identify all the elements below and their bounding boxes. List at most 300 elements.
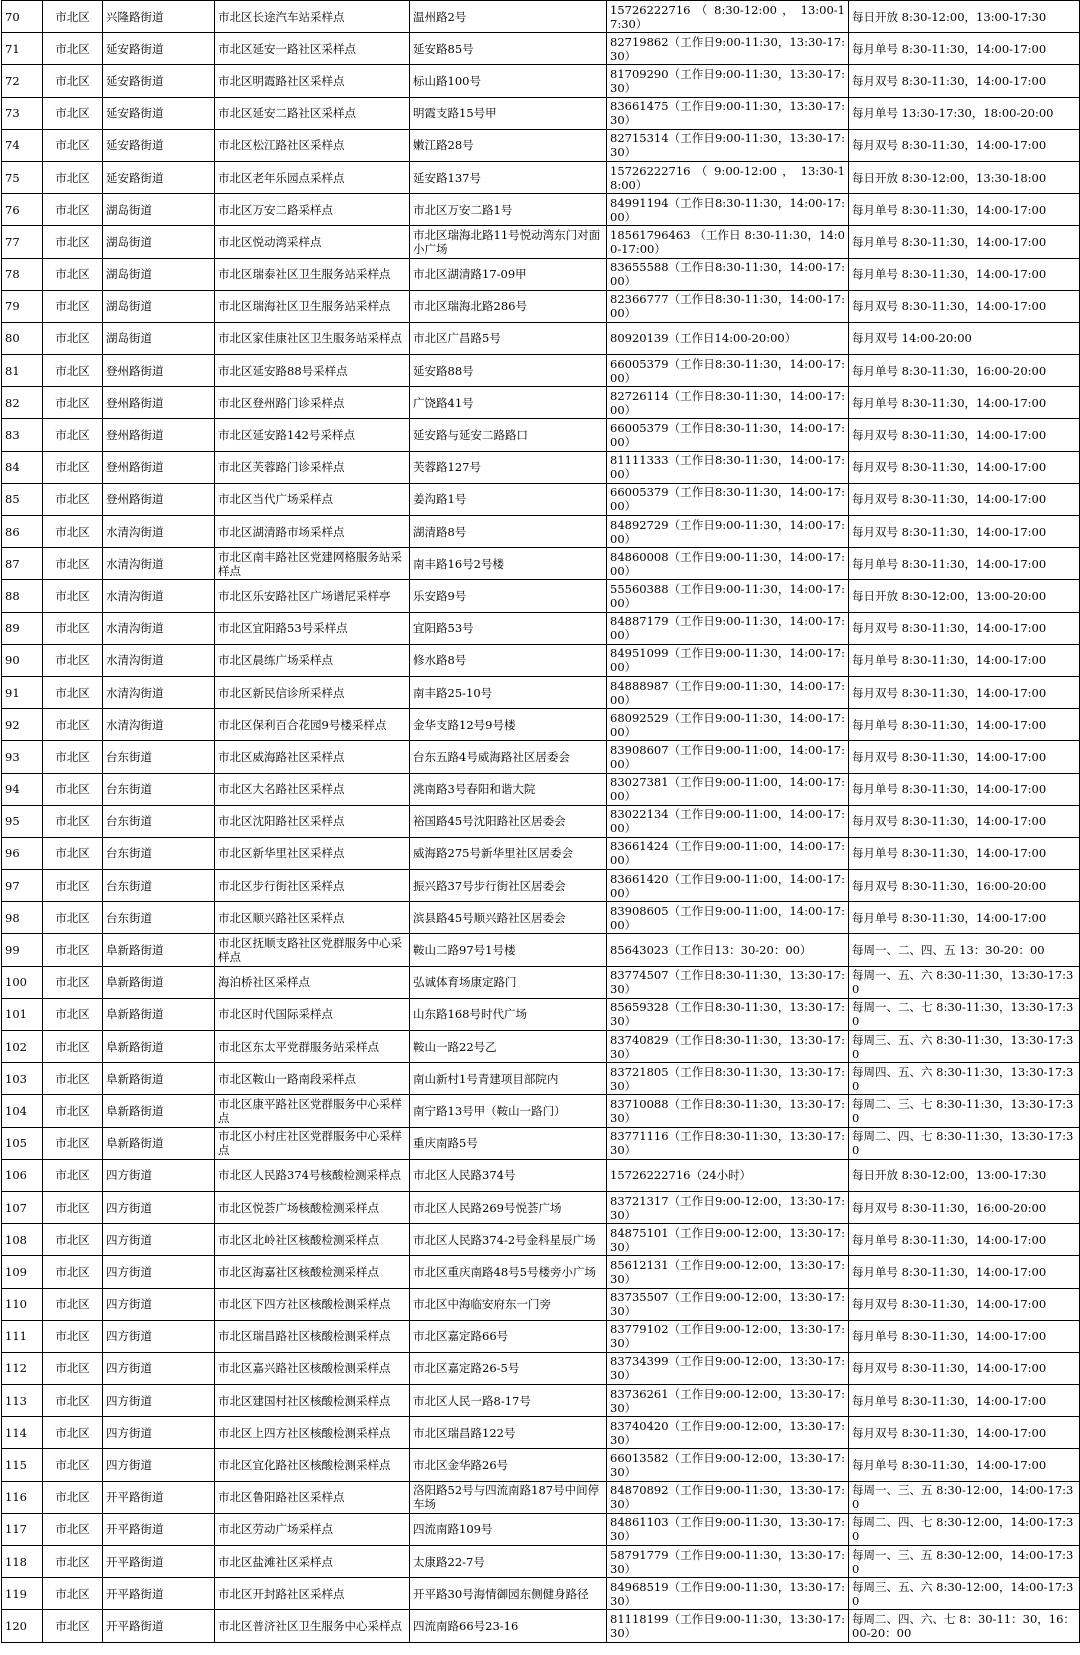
district-cell: 市北区 <box>43 870 103 902</box>
open-schedule-cell: 每周二、三、七 8:30-11:30，13:30-17:30 <box>849 1095 1080 1127</box>
district-cell: 市北区 <box>43 805 103 837</box>
site-name-cell: 市北区上四方社区核酸检测采样点 <box>215 1417 410 1449</box>
district-cell: 市北区 <box>43 33 103 65</box>
subdistrict-cell: 延安路街道 <box>103 97 215 129</box>
row-number-cell: 104 <box>2 1095 43 1127</box>
subdistrict-cell: 水清沟街道 <box>103 612 215 644</box>
subdistrict-cell: 阜新路街道 <box>103 1127 215 1159</box>
open-schedule-cell: 每月单号 8:30-11:30，14:00-17:00 <box>849 773 1080 805</box>
address-cell: 市北区人民路374号 <box>410 1159 607 1191</box>
site-name-cell: 市北区延安路142号采样点 <box>215 419 410 451</box>
address-cell: 四流南路66号23-16 <box>410 1610 607 1642</box>
phone-hours-cell: 66013582（工作日9:00-12:00，13:30-17:30） <box>607 1449 849 1481</box>
row-number-cell: 116 <box>2 1481 43 1513</box>
address-cell: 温州路2号 <box>410 1 607 33</box>
district-cell: 市北区 <box>43 483 103 515</box>
address-cell: 四流南路109号 <box>410 1513 607 1545</box>
phone-hours-cell: 83740829（工作日8:30-11:30，13:30-17:30） <box>607 1031 849 1063</box>
district-cell: 市北区 <box>43 548 103 580</box>
table-row <box>2 1031 1080 1063</box>
row-number-cell: 84 <box>2 451 43 483</box>
site-name-cell: 市北区沈阳路社区采样点 <box>215 805 410 837</box>
table-row <box>2 290 1080 322</box>
row-number-cell: 106 <box>2 1159 43 1191</box>
row-number-cell: 111 <box>2 1320 43 1352</box>
phone-hours-cell: 84870892（工作日9:00-11:30，13:30-17:30） <box>607 1481 849 1513</box>
site-name-cell: 市北区悦动湾采样点 <box>215 226 410 258</box>
site-name-cell: 市北区海嘉社区核酸检测采样点 <box>215 1256 410 1288</box>
address-cell: 宜阳路53号 <box>410 612 607 644</box>
open-schedule-cell: 每月双号 8:30-11:30，14:00-17:00 <box>849 451 1080 483</box>
district-cell: 市北区 <box>43 580 103 612</box>
phone-hours-cell: 82366777（工作日8:30-11:30，14:00-17:00） <box>607 290 849 322</box>
open-schedule-cell: 每周三、五、六 8:30-11:30，13:30-17:30 <box>849 1031 1080 1063</box>
open-schedule-cell: 每周一、五、六 8:30-11:30，13:30-17:30 <box>849 966 1080 998</box>
table-row <box>2 644 1080 676</box>
site-name-cell: 市北区家佳康社区卫生服务站采样点 <box>215 322 410 354</box>
district-cell: 市北区 <box>43 355 103 387</box>
address-cell: 广饶路41号 <box>410 387 607 419</box>
phone-hours-cell: 68092529（工作日9:00-11:30，14:00-17:00） <box>607 709 849 741</box>
phone-hours-cell: 84951099（工作日9:00-11:30，14:00-17:00） <box>607 644 849 676</box>
phone-hours-cell: 83710088（工作日8:30-11:30，13:30-17:30） <box>607 1095 849 1127</box>
open-schedule-cell: 每月单号 8:30-11:30，14:00-17:00 <box>849 226 1080 258</box>
district-cell: 市北区 <box>43 1546 103 1578</box>
row-number-cell: 88 <box>2 580 43 612</box>
row-number-cell: 101 <box>2 998 43 1030</box>
subdistrict-cell: 阜新路街道 <box>103 934 215 966</box>
open-schedule-cell: 每月单号 8:30-11:30，14:00-17:00 <box>849 1320 1080 1352</box>
site-name-cell: 市北区登州路门诊采样点 <box>215 387 410 419</box>
table-row <box>2 97 1080 129</box>
district-cell: 市北区 <box>43 644 103 676</box>
phone-hours-cell: 15726222716 （ 8:30-12:00 ， 13:00-17:30） <box>607 1 849 33</box>
row-number-cell: 80 <box>2 322 43 354</box>
address-cell: 市北区瑞海北路286号 <box>410 290 607 322</box>
table-row <box>2 1449 1080 1481</box>
address-cell: 振兴路37号步行街社区居委会 <box>410 870 607 902</box>
phone-hours-cell: 83661475（工作日9:00-11:30，13:30-17:30） <box>607 97 849 129</box>
phone-hours-cell: 83721805（工作日8:30-11:30，13:30-17:30） <box>607 1063 849 1095</box>
site-name-cell: 市北区湖清路市场采样点 <box>215 516 410 548</box>
open-schedule-cell: 每周三、五、六 8:30-12:00，14:00-17:30 <box>849 1578 1080 1610</box>
open-schedule-cell: 每月单号 13:30-17:30，18:00-20:00 <box>849 97 1080 129</box>
address-cell: 市北区人民路269号悦荟广场 <box>410 1191 607 1223</box>
open-schedule-cell: 每月单号 8:30-11:30，14:00-17:00 <box>849 902 1080 934</box>
table-row <box>2 1095 1080 1127</box>
district-cell: 市北区 <box>43 161 103 193</box>
phone-hours-cell: 18561796463 （工作日 8:30-11:30，14:00-17:00） <box>607 226 849 258</box>
site-name-cell: 市北区鲁阳路社区采样点 <box>215 1481 410 1513</box>
site-name-cell: 市北区建国村社区核酸检测采样点 <box>215 1385 410 1417</box>
subdistrict-cell: 登州路街道 <box>103 355 215 387</box>
phone-hours-cell: 83661424（工作日9:00-11:00，14:00-17:00） <box>607 837 849 869</box>
open-schedule-cell: 每周一、三、五 8:30-12:00，14:00-17:30 <box>849 1546 1080 1578</box>
subdistrict-cell: 台东街道 <box>103 741 215 773</box>
district-cell: 市北区 <box>43 387 103 419</box>
phone-hours-cell: 55560388（工作日9:00-11:30，14:00-17:00） <box>607 580 849 612</box>
site-name-cell: 市北区松江路社区采样点 <box>215 129 410 161</box>
open-schedule-cell: 每月单号 8:30-11:30，14:00-17:00 <box>849 1256 1080 1288</box>
district-cell: 市北区 <box>43 516 103 548</box>
table-row <box>2 226 1080 258</box>
row-number-cell: 81 <box>2 355 43 387</box>
subdistrict-cell: 水清沟街道 <box>103 580 215 612</box>
site-name-cell: 市北区人民路374号核酸检测采样点 <box>215 1159 410 1191</box>
row-number-cell: 77 <box>2 226 43 258</box>
row-number-cell: 113 <box>2 1385 43 1417</box>
row-number-cell: 83 <box>2 419 43 451</box>
table-row <box>2 741 1080 773</box>
address-cell: 延安路137号 <box>410 161 607 193</box>
phone-hours-cell: 83022134（工作日9:00-11:00，14:00-17:00） <box>607 805 849 837</box>
open-schedule-cell: 每月双号 8:30-11:30，14:00-17:00 <box>849 129 1080 161</box>
table-row <box>2 1546 1080 1578</box>
open-schedule-cell: 每周一、二、七 8:30-11:30，13:30-17:30 <box>849 998 1080 1030</box>
table-row <box>2 33 1080 65</box>
table-row <box>2 1191 1080 1223</box>
open-schedule-cell: 每月双号 8:30-11:30，14:00-17:00 <box>849 65 1080 97</box>
site-name-cell: 市北区抚顺支路社区党群服务中心采样点 <box>215 934 410 966</box>
district-cell: 市北区 <box>43 1224 103 1256</box>
open-schedule-cell: 每日开放 8:30-12:00，13:00-17:30 <box>849 1159 1080 1191</box>
subdistrict-cell: 开平路街道 <box>103 1610 215 1642</box>
address-cell: 延安路88号 <box>410 355 607 387</box>
site-name-cell: 市北区南丰路社区党建网格服务站采样点 <box>215 548 410 580</box>
district-cell: 市北区 <box>43 1513 103 1545</box>
phone-hours-cell: 82726114（工作日8:30-11:30，14:00-17:00） <box>607 387 849 419</box>
site-name-cell: 市北区乐安路社区广场谱尼采样亭 <box>215 580 410 612</box>
table-row <box>2 580 1080 612</box>
phone-hours-cell: 80920139（工作日14:00-20:00） <box>607 322 849 354</box>
row-number-cell: 110 <box>2 1288 43 1320</box>
open-schedule-cell: 每月单号 8:30-11:30，14:00-17:00 <box>849 387 1080 419</box>
site-name-cell: 市北区万安二路采样点 <box>215 194 410 226</box>
phone-hours-cell: 84991194（工作日8:30-11:30，14:00-17:00） <box>607 194 849 226</box>
row-number-cell: 86 <box>2 516 43 548</box>
table-row <box>2 709 1080 741</box>
phone-hours-cell: 66005379（工作日8:30-11:30，14:00-17:00） <box>607 355 849 387</box>
district-cell: 市北区 <box>43 226 103 258</box>
district-cell: 市北区 <box>43 1417 103 1449</box>
table-row <box>2 548 1080 580</box>
district-cell: 市北区 <box>43 709 103 741</box>
district-cell: 市北区 <box>43 966 103 998</box>
open-schedule-cell: 每周二、四、七 8:30-12:00，14:00-17:30 <box>849 1513 1080 1545</box>
table-row <box>2 1288 1080 1320</box>
row-number-cell: 117 <box>2 1513 43 1545</box>
phone-hours-cell: 85643023（工作日13：30-20：00） <box>607 934 849 966</box>
district-cell: 市北区 <box>43 1610 103 1642</box>
table-row <box>2 516 1080 548</box>
row-number-cell: 76 <box>2 194 43 226</box>
phone-hours-cell: 83735507（工作日9:00-12:00，13:30-17:30） <box>607 1288 849 1320</box>
phone-hours-cell: 84968519（工作日9:00-11:30，13:30-17:30） <box>607 1578 849 1610</box>
district-cell: 市北区 <box>43 65 103 97</box>
open-schedule-cell: 每日开放 8:30-12:00，13:00-17:30 <box>849 1 1080 33</box>
district-cell: 市北区 <box>43 419 103 451</box>
subdistrict-cell: 四方街道 <box>103 1417 215 1449</box>
row-number-cell: 96 <box>2 837 43 869</box>
open-schedule-cell: 每月单号 8:30-11:30，16:00-20:00 <box>849 355 1080 387</box>
address-cell: 市北区广昌路5号 <box>410 322 607 354</box>
testing-sites-table <box>1 0 1080 1643</box>
table-row <box>2 161 1080 193</box>
table-row <box>2 1256 1080 1288</box>
table-row <box>2 258 1080 290</box>
district-cell: 市北区 <box>43 1385 103 1417</box>
address-cell: 市北区人民路374-2号金科星辰广场 <box>410 1224 607 1256</box>
subdistrict-cell: 湖岛街道 <box>103 290 215 322</box>
address-cell: 修水路8号 <box>410 644 607 676</box>
address-cell: 洮南路3号春阳和谐大院 <box>410 773 607 805</box>
subdistrict-cell: 台东街道 <box>103 773 215 805</box>
open-schedule-cell: 每月单号 8:30-11:30，14:00-17:00 <box>849 548 1080 580</box>
open-schedule-cell: 每月双号 8:30-11:30，14:00-17:00 <box>849 741 1080 773</box>
phone-hours-cell: 82715314（工作日9:00-11:30，13:30-17:30） <box>607 129 849 161</box>
address-cell: 洛阳路52号与四流南路187号中间停车场 <box>410 1481 607 1513</box>
table-row <box>2 194 1080 226</box>
subdistrict-cell: 四方街道 <box>103 1385 215 1417</box>
subdistrict-cell: 开平路街道 <box>103 1578 215 1610</box>
site-name-cell: 市北区新华里社区采样点 <box>215 837 410 869</box>
phone-hours-cell: 83736261（工作日9:00-12:00，13:30-17:30） <box>607 1385 849 1417</box>
phone-hours-cell: 58791779（工作日9:00-11:30，13:30-17:30） <box>607 1546 849 1578</box>
table-row <box>2 966 1080 998</box>
phone-hours-cell: 84875101（工作日9:00-12:00，13:30-17:30） <box>607 1224 849 1256</box>
open-schedule-cell: 每月单号 8:30-11:30，14:00-17:00 <box>849 837 1080 869</box>
table-row <box>2 1063 1080 1095</box>
row-number-cell: 99 <box>2 934 43 966</box>
subdistrict-cell: 台东街道 <box>103 902 215 934</box>
open-schedule-cell: 每月双号 8:30-11:30，16:00-20:00 <box>849 870 1080 902</box>
address-cell: 延安路85号 <box>410 33 607 65</box>
site-name-cell: 市北区劳动广场采样点 <box>215 1513 410 1545</box>
subdistrict-cell: 水清沟街道 <box>103 644 215 676</box>
subdistrict-cell: 湖岛街道 <box>103 322 215 354</box>
row-number-cell: 93 <box>2 741 43 773</box>
phone-hours-cell: 84888987（工作日9:00-11:30，14:00-17:00） <box>607 676 849 708</box>
site-name-cell: 市北区普济社区卫生服务中心采样点 <box>215 1610 410 1642</box>
district-cell: 市北区 <box>43 1031 103 1063</box>
row-number-cell: 115 <box>2 1449 43 1481</box>
row-number-cell: 100 <box>2 966 43 998</box>
table-row <box>2 773 1080 805</box>
site-name-cell: 市北区延安路88号采样点 <box>215 355 410 387</box>
subdistrict-cell: 延安路街道 <box>103 161 215 193</box>
phone-hours-cell: 84892729（工作日9:00-11:30，14:00-17:00） <box>607 516 849 548</box>
open-schedule-cell: 每日开放 8:30-12:00，13:00-20:00 <box>849 580 1080 612</box>
row-number-cell: 90 <box>2 644 43 676</box>
row-number-cell: 97 <box>2 870 43 902</box>
phone-hours-cell: 83908605（工作日9:00-11:00，14:00-17:00） <box>607 902 849 934</box>
address-cell: 标山路100号 <box>410 65 607 97</box>
subdistrict-cell: 四方街道 <box>103 1191 215 1223</box>
site-name-cell: 市北区步行街社区采样点 <box>215 870 410 902</box>
address-cell: 乐安路9号 <box>410 580 607 612</box>
subdistrict-cell: 四方街道 <box>103 1256 215 1288</box>
row-number-cell: 94 <box>2 773 43 805</box>
phone-hours-cell: 15726222716（24小时） <box>607 1159 849 1191</box>
site-name-cell: 市北区宜阳路53号采样点 <box>215 612 410 644</box>
phone-hours-cell: 66005379（工作日8:30-11:30，14:00-17:00） <box>607 419 849 451</box>
district-cell: 市北区 <box>43 1481 103 1513</box>
address-cell: 明霞支路15号甲 <box>410 97 607 129</box>
district-cell: 市北区 <box>43 1352 103 1384</box>
address-cell: 威海路275号新华里社区居委会 <box>410 837 607 869</box>
open-schedule-cell: 每月双号 8:30-11:30，14:00-17:00 <box>849 483 1080 515</box>
subdistrict-cell: 水清沟街道 <box>103 548 215 580</box>
district-cell: 市北区 <box>43 1095 103 1127</box>
subdistrict-cell: 阜新路街道 <box>103 998 215 1030</box>
open-schedule-cell: 每月双号 8:30-11:30，14:00-17:00 <box>849 1417 1080 1449</box>
site-name-cell: 市北区宜化路社区核酸检测采样点 <box>215 1449 410 1481</box>
open-schedule-cell: 每月双号 8:30-11:30，14:00-17:00 <box>849 676 1080 708</box>
site-name-cell: 市北区延安二路社区采样点 <box>215 97 410 129</box>
open-schedule-cell: 每月双号 8:30-11:30，14:00-17:00 <box>849 1352 1080 1384</box>
district-cell: 市北区 <box>43 322 103 354</box>
open-schedule-cell: 每月双号 8:30-11:30，14:00-17:00 <box>849 419 1080 451</box>
subdistrict-cell: 开平路街道 <box>103 1481 215 1513</box>
district-cell: 市北区 <box>43 773 103 805</box>
table-row <box>2 1610 1080 1642</box>
address-cell: 南丰路16号2号楼 <box>410 548 607 580</box>
row-number-cell: 71 <box>2 33 43 65</box>
table-row <box>2 870 1080 902</box>
subdistrict-cell: 四方街道 <box>103 1352 215 1384</box>
address-cell: 市北区中海临安府东一门旁 <box>410 1288 607 1320</box>
open-schedule-cell: 每周二、四、六、七 8：30-11：30，16：00-20：00 <box>849 1610 1080 1642</box>
site-name-cell: 市北区老年乐园点采样点 <box>215 161 410 193</box>
site-name-cell: 市北区嘉兴路社区核酸检测采样点 <box>215 1352 410 1384</box>
site-name-cell: 市北区东太平党群服务站采样点 <box>215 1031 410 1063</box>
subdistrict-cell: 四方街道 <box>103 1224 215 1256</box>
subdistrict-cell: 阜新路街道 <box>103 1031 215 1063</box>
open-schedule-cell: 每月单号 8:30-11:30，14:00-17:00 <box>849 1449 1080 1481</box>
site-name-cell: 市北区明霞路社区采样点 <box>215 65 410 97</box>
row-number-cell: 74 <box>2 129 43 161</box>
address-cell: 延安路与延安二路路口 <box>410 419 607 451</box>
site-name-cell: 市北区长途汽车站采样点 <box>215 1 410 33</box>
open-schedule-cell: 每月双号 8:30-11:30，14:00-17:00 <box>849 612 1080 644</box>
district-cell: 市北区 <box>43 129 103 161</box>
open-schedule-cell: 每周一、二、四、五 13：30-20：00 <box>849 934 1080 966</box>
row-number-cell: 89 <box>2 612 43 644</box>
table-row <box>2 1 1080 33</box>
open-schedule-cell: 每周四、五、六 8:30-11:30，13:30-17:30 <box>849 1063 1080 1095</box>
subdistrict-cell: 水清沟街道 <box>103 676 215 708</box>
site-name-cell: 市北区开封路社区采样点 <box>215 1578 410 1610</box>
site-name-cell: 市北区瑞昌路社区核酸检测采样点 <box>215 1320 410 1352</box>
phone-hours-cell: 81111333（工作日8:30-11:30，14:00-17:00） <box>607 451 849 483</box>
row-number-cell: 102 <box>2 1031 43 1063</box>
open-schedule-cell: 每日开放 8:30-12:00，13:30-18:00 <box>849 161 1080 193</box>
site-name-cell: 市北区瑞海社区卫生服务站采样点 <box>215 290 410 322</box>
subdistrict-cell: 延安路街道 <box>103 33 215 65</box>
row-number-cell: 109 <box>2 1256 43 1288</box>
phone-hours-cell: 81709290（工作日9:00-11:30，13:30-17:30） <box>607 65 849 97</box>
row-number-cell: 87 <box>2 548 43 580</box>
subdistrict-cell: 阜新路街道 <box>103 1063 215 1095</box>
open-schedule-cell: 每月单号 8:30-11:30，14:00-17:00 <box>849 709 1080 741</box>
table-row <box>2 1417 1080 1449</box>
row-number-cell: 72 <box>2 65 43 97</box>
row-number-cell: 78 <box>2 258 43 290</box>
table-row <box>2 1224 1080 1256</box>
district-cell: 市北区 <box>43 1256 103 1288</box>
open-schedule-cell: 每月双号 8:30-11:30，16:00-20:00 <box>849 1191 1080 1223</box>
district-cell: 市北区 <box>43 1 103 33</box>
row-number-cell: 119 <box>2 1578 43 1610</box>
address-cell: 市北区金华路26号 <box>410 1449 607 1481</box>
subdistrict-cell: 登州路街道 <box>103 387 215 419</box>
district-cell: 市北区 <box>43 1449 103 1481</box>
site-name-cell: 市北区悦荟广场核酸检测采样点 <box>215 1191 410 1223</box>
row-number-cell: 79 <box>2 290 43 322</box>
district-cell: 市北区 <box>43 1159 103 1191</box>
address-cell: 山东路168号时代广场 <box>410 998 607 1030</box>
district-cell: 市北区 <box>43 837 103 869</box>
district-cell: 市北区 <box>43 998 103 1030</box>
table-row <box>2 65 1080 97</box>
table-row <box>2 805 1080 837</box>
subdistrict-cell: 四方街道 <box>103 1320 215 1352</box>
subdistrict-cell: 湖岛街道 <box>103 194 215 226</box>
table-row <box>2 129 1080 161</box>
table-row <box>2 902 1080 934</box>
site-name-cell: 市北区晨练广场采样点 <box>215 644 410 676</box>
table-row <box>2 1352 1080 1384</box>
open-schedule-cell: 每月双号 14:00-20:00 <box>849 322 1080 354</box>
subdistrict-cell: 延安路街道 <box>103 65 215 97</box>
row-number-cell: 82 <box>2 387 43 419</box>
site-name-cell: 市北区顺兴路社区采样点 <box>215 902 410 934</box>
site-name-cell: 市北区康平路社区党群服务中心采样点 <box>215 1095 410 1127</box>
district-cell: 市北区 <box>43 902 103 934</box>
open-schedule-cell: 每周二、四、七 8:30-11:30，13:30-17:30 <box>849 1127 1080 1159</box>
table-row <box>2 483 1080 515</box>
open-schedule-cell: 每月单号 8:30-11:30，14:00-17:00 <box>849 1224 1080 1256</box>
subdistrict-cell: 水清沟街道 <box>103 516 215 548</box>
phone-hours-cell: 82719862（工作日9:00-11:30，13:30-17:30） <box>607 33 849 65</box>
subdistrict-cell: 湖岛街道 <box>103 258 215 290</box>
row-number-cell: 98 <box>2 902 43 934</box>
site-name-cell: 市北区小村庄社区党群服务中心采样点 <box>215 1127 410 1159</box>
site-name-cell: 市北区盐滩社区采样点 <box>215 1546 410 1578</box>
row-number-cell: 75 <box>2 161 43 193</box>
address-cell: 重庆南路5号 <box>410 1127 607 1159</box>
open-schedule-cell: 每月双号 8:30-11:30，14:00-17:00 <box>849 516 1080 548</box>
address-cell: 姜沟路1号 <box>410 483 607 515</box>
row-number-cell: 107 <box>2 1191 43 1223</box>
address-cell: 裕国路45号沈阳路社区居委会 <box>410 805 607 837</box>
open-schedule-cell: 每月单号 8:30-11:30，14:00-17:00 <box>849 258 1080 290</box>
row-number-cell: 114 <box>2 1417 43 1449</box>
table-row <box>2 934 1080 966</box>
table-row <box>2 355 1080 387</box>
address-cell: 市北区嘉定路26-5号 <box>410 1352 607 1384</box>
table-row <box>2 676 1080 708</box>
address-cell: 市北区万安二路1号 <box>410 194 607 226</box>
subdistrict-cell: 阜新路街道 <box>103 966 215 998</box>
table-row <box>2 837 1080 869</box>
district-cell: 市北区 <box>43 1578 103 1610</box>
row-number-cell: 85 <box>2 483 43 515</box>
subdistrict-cell: 兴隆路街道 <box>103 1 215 33</box>
table-row <box>2 322 1080 354</box>
phone-hours-cell: 85659328（工作日8:30-11:30，13:30-17:30） <box>607 998 849 1030</box>
subdistrict-cell: 湖岛街道 <box>103 226 215 258</box>
